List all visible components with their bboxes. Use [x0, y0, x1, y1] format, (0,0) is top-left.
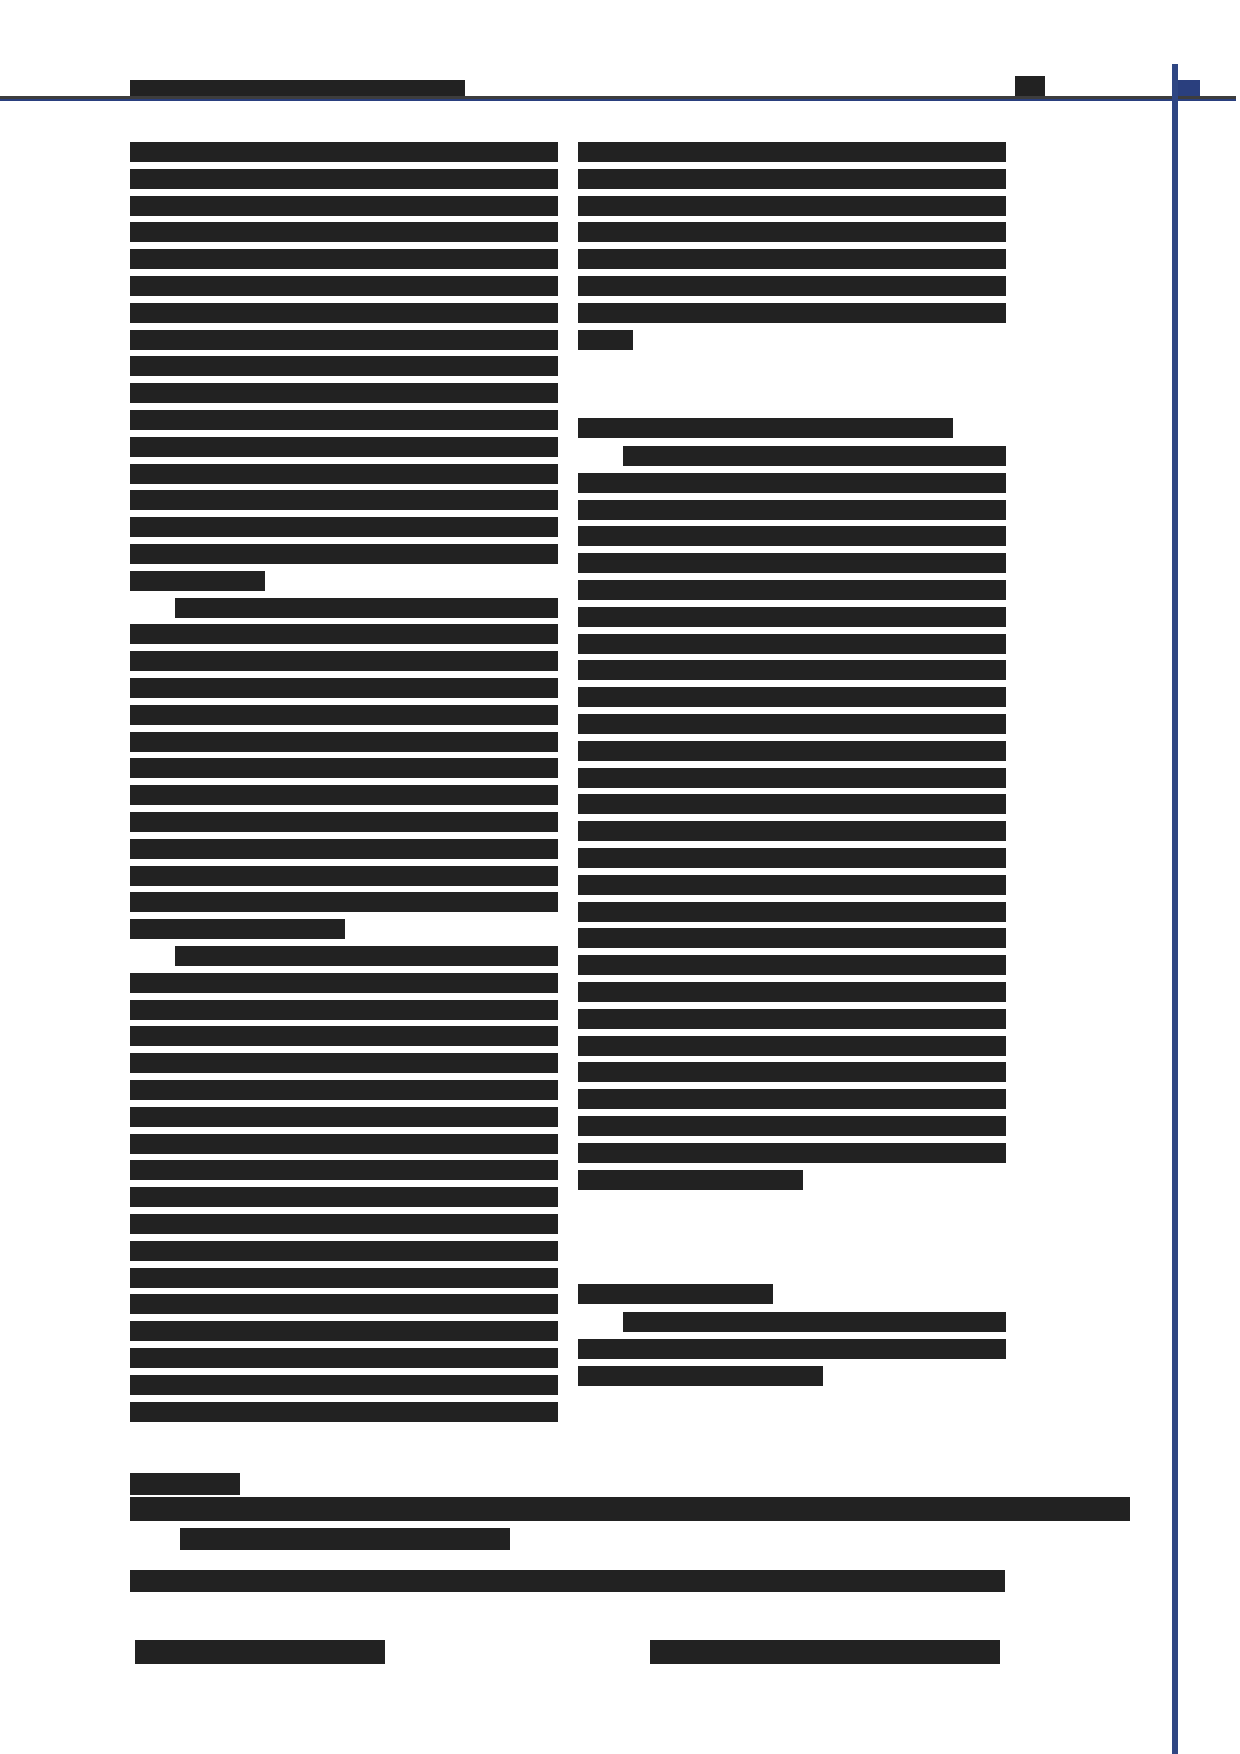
header-rule-accent [0, 99, 1236, 101]
text-line [130, 892, 558, 912]
text-line [578, 330, 633, 350]
text-line [175, 946, 558, 966]
text-line [130, 196, 558, 216]
text-line [130, 571, 265, 591]
text-line [130, 1402, 558, 1422]
text-line [130, 651, 558, 671]
text-line [578, 473, 1006, 493]
text-line [130, 1375, 558, 1395]
text-line [578, 902, 1006, 922]
text-line [130, 383, 558, 403]
text-line [130, 839, 558, 859]
text-line [578, 794, 1006, 814]
text-line [578, 169, 1006, 189]
text-line [130, 705, 558, 725]
running-title [130, 80, 465, 96]
text-line [130, 785, 558, 805]
text-line [578, 1036, 1006, 1056]
section-heading [578, 418, 953, 438]
text-line [130, 624, 558, 644]
text-line [578, 687, 1006, 707]
text-line [130, 1187, 558, 1207]
subheading [578, 1284, 773, 1304]
page-number [1015, 76, 1045, 96]
text-line [130, 1348, 558, 1368]
text-line [130, 1053, 558, 1073]
text-line [130, 1107, 558, 1127]
text-line [130, 919, 345, 939]
text-line [130, 1026, 558, 1046]
text-line [130, 464, 558, 484]
text-line [578, 741, 1006, 761]
text-line [578, 875, 1006, 895]
text-line [578, 1170, 803, 1190]
text-line [130, 410, 558, 430]
text-line [578, 1116, 1006, 1136]
references-heading [130, 1473, 240, 1495]
text-line [130, 1268, 558, 1288]
text-line [578, 768, 1006, 788]
text-line [578, 1009, 1006, 1029]
text-line [130, 1294, 558, 1314]
text-line [578, 660, 1006, 680]
text-line [130, 866, 558, 886]
text-line [578, 607, 1006, 627]
text-line [130, 973, 558, 993]
reference-entry [130, 1570, 1005, 1592]
text-line [578, 714, 1006, 734]
text-line [130, 1160, 558, 1180]
text-line [578, 580, 1006, 600]
reference-entry [130, 1497, 1130, 1521]
text-line [130, 812, 558, 832]
text-line [578, 928, 1006, 948]
text-line [130, 678, 558, 698]
text-line [175, 598, 558, 618]
text-line [578, 249, 1006, 269]
text-line [130, 276, 558, 296]
footer-left [135, 1640, 385, 1664]
text-line [578, 142, 1006, 162]
text-line [578, 526, 1006, 546]
text-line [623, 446, 1006, 466]
text-line [578, 222, 1006, 242]
text-line [578, 1143, 1006, 1163]
text-line [578, 276, 1006, 296]
text-line [130, 142, 558, 162]
text-line [578, 196, 1006, 216]
text-line [130, 1134, 558, 1154]
footer-right [650, 1640, 1000, 1664]
text-line [578, 821, 1006, 841]
text-line [130, 732, 558, 752]
text-line [578, 1062, 1006, 1082]
text-line [578, 634, 1006, 654]
text-line [130, 169, 558, 189]
text-line [578, 1366, 823, 1386]
text-line [130, 437, 558, 457]
text-line [130, 1080, 558, 1100]
text-line [130, 490, 558, 510]
text-line [578, 1089, 1006, 1109]
text-line [578, 500, 1006, 520]
text-line [578, 303, 1006, 323]
text-line [578, 955, 1006, 975]
text-line [130, 249, 558, 269]
corner-marker [1178, 80, 1200, 96]
reference-entry [180, 1528, 510, 1550]
text-line [130, 330, 558, 350]
text-line [130, 1214, 558, 1234]
text-line [578, 848, 1006, 868]
text-line [130, 1241, 558, 1261]
text-line [130, 517, 558, 537]
text-line [130, 758, 558, 778]
text-line [130, 303, 558, 323]
text-line [623, 1312, 1006, 1332]
margin-bar [1172, 64, 1178, 1754]
text-line [130, 356, 558, 376]
text-line [578, 982, 1006, 1002]
text-line [130, 222, 558, 242]
text-line [130, 1321, 558, 1341]
text-line [578, 1339, 1006, 1359]
text-line [130, 544, 558, 564]
text-line [578, 553, 1006, 573]
text-line [130, 1000, 558, 1020]
